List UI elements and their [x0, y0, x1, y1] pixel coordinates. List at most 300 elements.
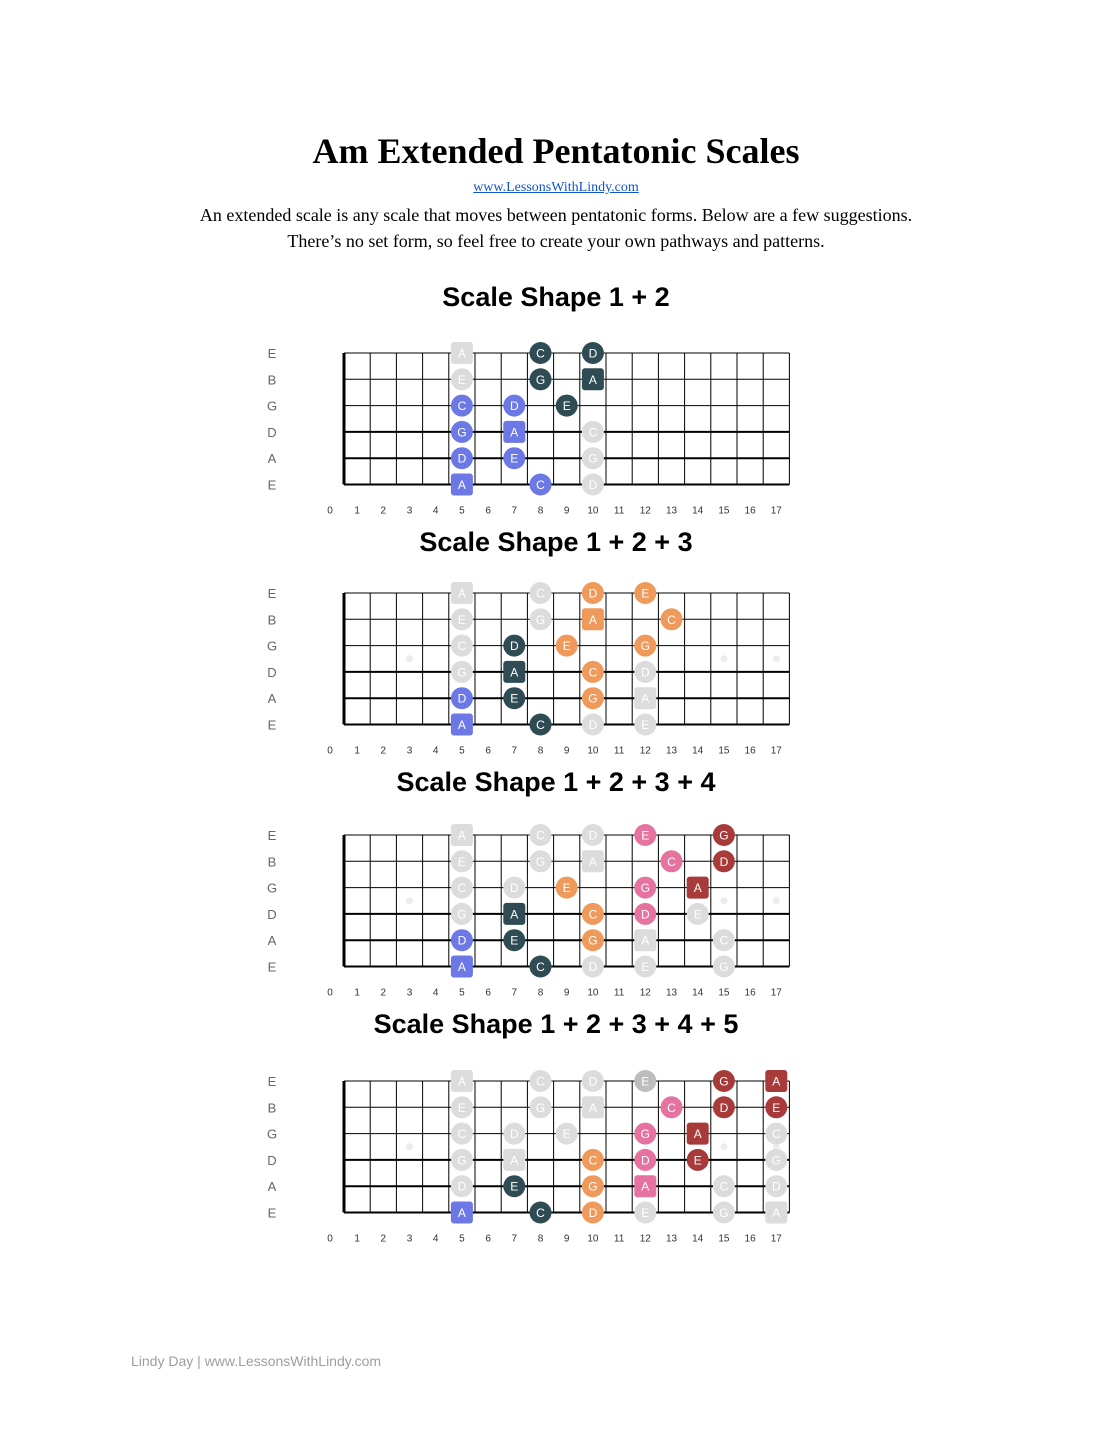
note-marker: [451, 1149, 473, 1171]
note-label: C: [588, 1153, 598, 1168]
fret-number: 7: [511, 505, 518, 517]
note-marker: [451, 903, 473, 925]
note-marker: [634, 956, 656, 978]
note-marker: [765, 1175, 787, 1197]
note-marker: [687, 1123, 709, 1145]
note-marker: [451, 368, 473, 390]
inlay-dot: [406, 1143, 413, 1150]
note-label: D: [640, 1153, 650, 1168]
string-label: D: [267, 906, 277, 922]
note-label: E: [457, 372, 466, 387]
note-label: A: [457, 1206, 466, 1220]
string-label: B: [267, 1100, 277, 1116]
fretboard: [0, 1062, 1112, 1292]
note-label: D: [509, 881, 519, 896]
note-marker: [503, 1175, 525, 1197]
note-label: D: [457, 451, 467, 466]
note-marker: [451, 635, 473, 657]
fret-number: 7: [511, 987, 518, 999]
note-label: G: [640, 639, 650, 654]
note-label: E: [562, 881, 571, 896]
inlay-dot: [720, 655, 727, 662]
note-label: D: [509, 1127, 519, 1142]
note-label: G: [457, 907, 467, 922]
note-marker: [634, 929, 656, 951]
note-marker: [634, 903, 656, 925]
fret-number: 9: [563, 745, 570, 757]
inlay-dot: [773, 655, 780, 662]
note-label: E: [562, 1127, 571, 1142]
note-label: A: [457, 828, 466, 843]
fret-number: 5: [459, 505, 465, 517]
footer-separator: |: [197, 1353, 201, 1369]
footer: [131, 1353, 381, 1369]
note-marker: [530, 1202, 552, 1224]
note-label: G: [457, 1153, 467, 1168]
note-label: D: [771, 1179, 781, 1194]
note-marker: [503, 1123, 525, 1145]
inlay-dot: [406, 655, 413, 662]
note-label: D: [588, 1206, 598, 1220]
fret-number: 12: [639, 987, 651, 999]
string-label: D: [267, 424, 277, 440]
note-marker: [634, 635, 656, 657]
note-marker: [713, 1070, 735, 1092]
note-marker: [556, 635, 578, 657]
note-marker: [582, 447, 604, 469]
note-label: E: [457, 854, 466, 869]
fret-number: 11: [613, 505, 625, 517]
note-marker: [713, 1202, 735, 1224]
note-marker: [451, 956, 473, 978]
note-label: G: [771, 1153, 781, 1168]
note-marker: [451, 421, 473, 443]
note-marker: [713, 850, 735, 872]
note-label: E: [457, 1100, 466, 1115]
note-marker: [530, 582, 552, 604]
note-label: C: [588, 665, 598, 680]
fret-number: 12: [639, 745, 651, 757]
fret-number: 1: [354, 745, 360, 757]
note-label: C: [457, 1127, 467, 1142]
note-marker: [451, 342, 473, 364]
note-marker: [582, 608, 604, 630]
fret-number: 4: [432, 987, 439, 999]
note-label: D: [588, 346, 598, 361]
diagram-title: Scale Shape 1 + 2 + 3 + 4 + 5: [373, 1009, 739, 1039]
note-label: D: [588, 478, 598, 492]
note-label: E: [641, 718, 650, 732]
note-marker: [451, 877, 473, 899]
note-marker: [687, 903, 709, 925]
note-label: A: [588, 372, 597, 387]
note-label: G: [535, 372, 546, 387]
note-marker: [713, 929, 735, 951]
fret-number: 7: [511, 1233, 518, 1245]
note-label: C: [536, 586, 545, 601]
diagram-title: Scale Shape 1 + 2 + 3 + 4: [396, 767, 716, 797]
note-label: G: [588, 933, 598, 948]
note-label: G: [719, 1206, 729, 1220]
inlay-dot: [720, 1143, 727, 1150]
footer-author: Lindy Day: [131, 1353, 194, 1369]
website-link[interactable]: www.LessonsWithLindy.com: [473, 180, 639, 195]
note-label: C: [536, 960, 545, 974]
note-label: D: [719, 1100, 729, 1115]
string-label: E: [267, 586, 277, 601]
note-marker: [530, 714, 552, 736]
note-label: A: [457, 346, 466, 361]
fret-number: 8: [537, 987, 544, 999]
fret-number: 11: [613, 745, 625, 757]
fret-number: 3: [406, 1233, 413, 1245]
string-label: E: [267, 959, 277, 975]
string-label: E: [267, 828, 277, 843]
note-label: C: [719, 933, 729, 948]
note-marker: [765, 1202, 787, 1224]
note-label: C: [536, 1206, 545, 1220]
fret-number: 2: [380, 505, 387, 517]
fret-number: 17: [770, 505, 782, 517]
note-label: G: [535, 612, 546, 627]
note-label: C: [457, 399, 467, 414]
note-label: C: [667, 612, 676, 627]
note-marker: [634, 582, 656, 604]
note-marker: [713, 1175, 735, 1197]
note-label: A: [693, 1127, 702, 1142]
string-label: E: [267, 477, 277, 493]
note-marker: [634, 687, 656, 709]
note-marker: [503, 395, 525, 417]
note-label: A: [457, 1074, 466, 1089]
note-label: E: [641, 828, 650, 843]
string-label: E: [267, 1074, 277, 1089]
note-label: D: [640, 665, 650, 680]
note-marker: [713, 1096, 735, 1118]
note-marker: [451, 1202, 473, 1224]
fret-number: 8: [537, 505, 544, 517]
note-marker: [451, 1123, 473, 1145]
note-label: G: [535, 854, 546, 869]
string-label: A: [267, 933, 277, 949]
note-label: C: [457, 881, 467, 896]
note-label: A: [693, 881, 702, 896]
fret-number: 15: [718, 1233, 730, 1245]
note-marker: [503, 1149, 525, 1171]
note-marker: [503, 447, 525, 469]
note-label: C: [536, 718, 545, 732]
note-label: C: [536, 346, 545, 361]
note-label: D: [588, 586, 598, 601]
fret-number: 14: [692, 987, 704, 999]
note-label: E: [693, 907, 702, 922]
note-marker: [582, 903, 604, 925]
fret-number: 15: [718, 505, 730, 517]
note-label: A: [641, 1179, 650, 1194]
note-marker: [451, 395, 473, 417]
note-marker: [530, 956, 552, 978]
note-label: C: [536, 828, 545, 843]
note-label: E: [562, 639, 571, 654]
note-marker: [582, 850, 604, 872]
note-marker: [503, 661, 525, 683]
note-label: A: [510, 907, 519, 922]
note-marker: [582, 1096, 604, 1118]
fret-number: 6: [485, 745, 491, 757]
fret-number: 5: [459, 1233, 465, 1245]
fret-number: 13: [665, 505, 678, 517]
note-label: C: [588, 907, 598, 922]
note-marker: [451, 1175, 473, 1197]
note-label: A: [641, 691, 650, 706]
fret-number: 16: [744, 987, 756, 999]
note-marker: [530, 1096, 552, 1118]
note-marker: [582, 929, 604, 951]
note-label: G: [640, 1127, 650, 1142]
note-marker: [634, 661, 656, 683]
string-label: B: [267, 372, 277, 388]
note-label: A: [457, 586, 466, 601]
note-label: C: [536, 1074, 545, 1089]
note-marker: [687, 1149, 709, 1171]
note-marker: [713, 956, 735, 978]
fret-number: 2: [380, 987, 387, 999]
note-marker: [582, 1149, 604, 1171]
note-label: A: [510, 1153, 519, 1168]
fret-number: 6: [485, 987, 491, 999]
note-label: A: [457, 960, 466, 974]
note-marker: [503, 687, 525, 709]
note-label: C: [667, 1100, 676, 1115]
note-marker: [634, 714, 656, 736]
fret-number: 10: [587, 745, 599, 757]
fret-number: 0: [327, 987, 333, 999]
string-label: G: [266, 880, 278, 896]
fret-number: 10: [587, 987, 599, 999]
note-marker: [451, 474, 473, 496]
note-marker: [503, 421, 525, 443]
string-label: A: [267, 1179, 277, 1195]
note-marker: [451, 1070, 473, 1092]
inlay-dot: [773, 897, 780, 904]
fret-number: 0: [327, 505, 333, 517]
note-label: E: [641, 586, 650, 601]
fret-number: 1: [354, 505, 360, 517]
fret-number: 3: [406, 987, 413, 999]
note-label: D: [640, 907, 650, 922]
fret-number: 9: [563, 987, 570, 999]
note-label: E: [562, 399, 571, 414]
note-marker: [503, 929, 525, 951]
note-marker: [582, 1070, 604, 1092]
note-marker: [556, 877, 578, 899]
fret-number: 5: [459, 745, 465, 757]
note-marker: [765, 1070, 787, 1092]
note-label: E: [510, 1179, 519, 1194]
note-label: G: [719, 1074, 729, 1089]
note-label: E: [772, 1100, 781, 1115]
inlay-dot: [406, 897, 413, 904]
string-label: B: [267, 854, 277, 870]
fret-number: 5: [459, 987, 465, 999]
diagram-title: Scale Shape 1 + 2: [442, 282, 670, 312]
note-label: G: [457, 425, 467, 440]
note-label: D: [588, 1074, 598, 1089]
note-marker: [582, 956, 604, 978]
diagram-title: Scale Shape 1 + 2 + 3: [419, 527, 693, 557]
note-marker: [582, 661, 604, 683]
note-label: A: [457, 718, 466, 732]
note-label: G: [719, 960, 729, 974]
note-marker: [634, 1070, 656, 1092]
string-label: G: [266, 398, 278, 414]
note-marker: [582, 1202, 604, 1224]
note-marker: [634, 824, 656, 846]
fret-number: 12: [639, 1233, 651, 1245]
fret-number: 9: [563, 505, 570, 517]
fret-number: 9: [563, 1233, 570, 1245]
note-label: A: [772, 1206, 781, 1220]
fret-number: 17: [770, 987, 782, 999]
fret-number: 11: [613, 1233, 625, 1245]
string-label: E: [267, 346, 277, 361]
note-label: A: [772, 1074, 781, 1089]
string-label: G: [266, 1126, 278, 1142]
note-label: D: [457, 691, 467, 706]
string-label: A: [267, 451, 277, 467]
note-marker: [451, 929, 473, 951]
fret-number: 2: [380, 745, 387, 757]
note-marker: [530, 1070, 552, 1092]
fret-number: 2: [380, 1233, 387, 1245]
note-marker: [451, 687, 473, 709]
note-marker: [765, 1096, 787, 1118]
note-label: D: [588, 960, 598, 974]
fret-number: 0: [327, 1233, 333, 1245]
note-marker: [634, 1123, 656, 1145]
fret-number: 14: [692, 505, 704, 517]
fret-number: 17: [770, 745, 782, 757]
note-label: E: [641, 960, 650, 974]
note-label: D: [509, 639, 519, 654]
note-label: D: [509, 399, 519, 414]
fret-number: 11: [613, 987, 625, 999]
note-label: G: [457, 665, 467, 680]
fret-number: 16: [744, 505, 756, 517]
note-label: E: [693, 1153, 702, 1168]
note-marker: [582, 421, 604, 443]
note-marker: [556, 395, 578, 417]
note-label: A: [588, 854, 597, 869]
note-label: C: [719, 1179, 729, 1194]
note-label: E: [510, 691, 519, 706]
fret-number: 6: [485, 1233, 491, 1245]
string-label: G: [266, 638, 278, 654]
note-marker: [530, 850, 552, 872]
note-marker: [451, 582, 473, 604]
fret-number: 8: [537, 745, 544, 757]
fret-number: 3: [406, 505, 413, 517]
fret-number: 15: [718, 745, 730, 757]
note-marker: [661, 850, 683, 872]
note-marker: [451, 447, 473, 469]
intro-text: [0, 202, 1112, 254]
note-marker: [530, 824, 552, 846]
note-marker: [582, 474, 604, 496]
note-marker: [530, 342, 552, 364]
note-label: A: [457, 478, 466, 492]
string-label: D: [267, 664, 277, 680]
note-label: G: [719, 828, 729, 843]
note-marker: [530, 474, 552, 496]
note-label: C: [771, 1127, 781, 1142]
note-label: C: [667, 854, 676, 869]
note-marker: [634, 1149, 656, 1171]
fret-number: 14: [692, 1233, 704, 1245]
note-label: E: [641, 1206, 650, 1220]
fret-number: 0: [327, 745, 333, 757]
fret-number: 12: [639, 505, 651, 517]
note-label: E: [457, 612, 466, 627]
note-label: D: [457, 1179, 467, 1194]
note-marker: [503, 635, 525, 657]
fret-number: 10: [587, 505, 599, 517]
fret-number: 13: [665, 745, 678, 757]
note-marker: [451, 850, 473, 872]
intro-line: There’s no set form, so feel free to create your own pathways and patterns.: [287, 231, 825, 251]
string-label: B: [267, 612, 277, 628]
note-marker: [503, 877, 525, 899]
note-marker: [765, 1123, 787, 1145]
note-marker: [661, 608, 683, 630]
note-marker: [530, 368, 552, 390]
intro-line: An extended scale is any scale that moves between pentatonic forms. Below are a few suggestions.: [199, 205, 913, 225]
note-marker: [556, 1123, 578, 1145]
string-label: D: [267, 1152, 277, 1168]
string-label: E: [267, 1205, 277, 1221]
note-label: C: [536, 478, 545, 492]
note-marker: [582, 714, 604, 736]
note-marker: [765, 1149, 787, 1171]
note-marker: [451, 824, 473, 846]
note-label: G: [588, 1179, 598, 1194]
note-label: E: [510, 451, 519, 466]
note-label: A: [588, 1100, 597, 1115]
note-marker: [451, 661, 473, 683]
note-label: G: [588, 691, 598, 706]
note-marker: [582, 582, 604, 604]
note-label: A: [641, 933, 650, 948]
fret-number: 4: [432, 745, 439, 757]
fret-number: 1: [354, 987, 360, 999]
note-label: A: [510, 425, 519, 440]
note-marker: [582, 342, 604, 364]
note-marker: [451, 1096, 473, 1118]
note-marker: [451, 714, 473, 736]
note-label: G: [640, 881, 650, 896]
note-label: E: [641, 1074, 650, 1089]
inlay-dot: [720, 897, 727, 904]
fret-number: 3: [406, 745, 413, 757]
note-label: G: [588, 451, 598, 466]
note-label: A: [510, 665, 519, 680]
note-marker: [530, 608, 552, 630]
footer-site: www.LessonsWithLindy.com: [204, 1353, 382, 1369]
string-label: E: [267, 717, 277, 733]
fret-number: 14: [692, 745, 704, 757]
fret-number: 1: [354, 1233, 360, 1245]
fret-number: 16: [744, 1233, 756, 1245]
